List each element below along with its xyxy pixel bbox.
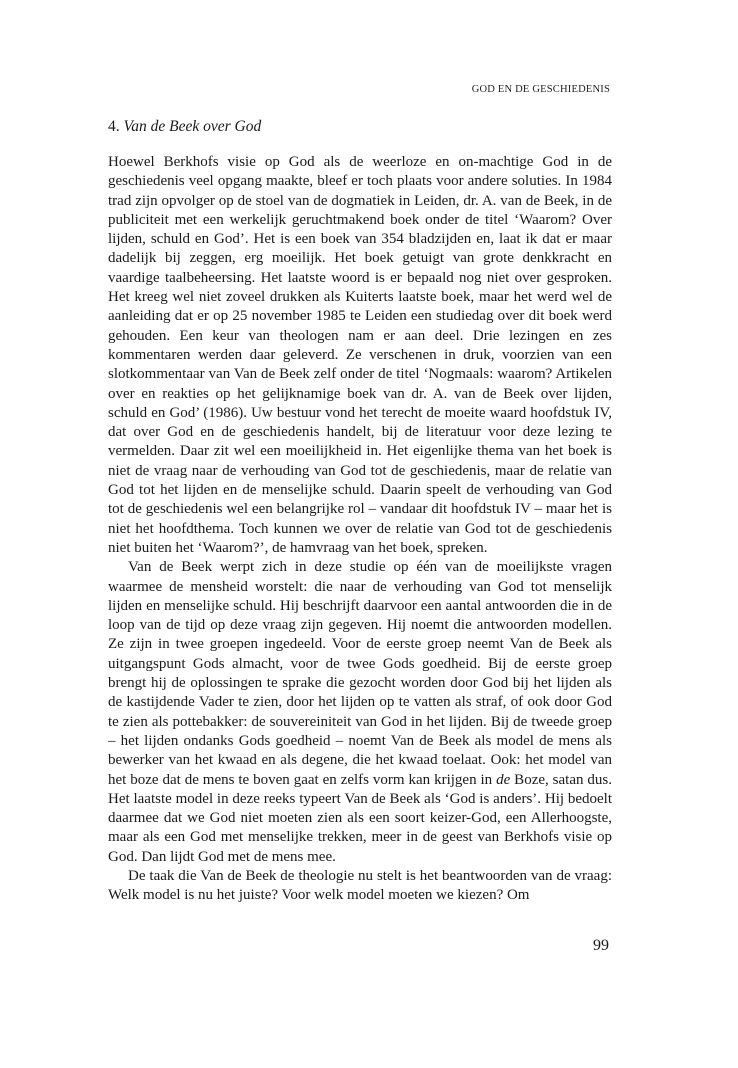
page-number: 99 xyxy=(593,937,609,954)
paragraph-1: Hoewel Berkhofs visie op God als de weerloze en on-machtige God in de geschiedenis veel opgang maakte, bleef er toch plaats voor andere soluties. In 1984 trad zijn opvolger op de stoel van de dogmatiek in Leiden, dr. A. van de Beek, in de publiciteit met een werkelijk geruchtmakend boek onder de titel ‘Waarom? Over lijden, schuld en God’. Het is een boek van 354 bladzijden en, laat ik dat er maar dadelijk bij zeggen, erg moeilijk. Het boek getuigt van grote denkkracht en vaardige taalbeheersing. Het laatste woord is er bepaald nog niet over gesproken. Het kreeg wel niet zoveel drukken als Kuiterts laatste boek, maar het werd wel de aanleiding dat er op 25 november 1985 te Leiden een studiedag over dit boek werd gehouden. Een keur van theologen nam er aan deel. Drie lezingen en zes kommentaren werden daar geleverd. Ze verschenen in druk, voorzien van een slotkommentaar van Van de Beek zelf onder de titel ‘Nogmaals: waarom? Artikelen over en reakties op het gelijknamige boek van dr. A. van de Beek over lijden, schuld en God’ (1986). Uw bestuur vond het terecht de moeite waard hoofdstuk IV, dat over God en de geschiedenis handelt, bij de literatuur voor deze lezing te vermelden. Daar zit wel een moeilijkheid in. Het eigenlijke thema van het boek is niet de vraag naar de verhouding van God tot de geschiedenis, maar de relatie van God tot het lijden en de menselijke schuld. Daarin speelt de verhouding van God tot de geschiedenis wel een belangrijke rol – vandaar dit hoofdstuk IV – maar het is niet het hoofdthema. Toch kunnen we over de relatie van God tot de geschiedenis niet buiten het ‘Waarom?’, de hamvraag van het boek, spreken. xyxy=(108,154,612,556)
section-number: 4. xyxy=(108,118,120,135)
section-title: Van de Beek over God xyxy=(123,118,262,135)
section-heading xyxy=(108,118,261,136)
paragraph-2-part-1: Van de Beek werpt zich in deze studie op één van de moeilijkste vragen waarmee de mensheid worstelt: die naar de verhouding van God tot menselijk lijden en menselijke schuld. Hij beschrijft daarvoor een aantal antwoorden die in de loop van de tijd op deze vraag zijn gegeven. Hij noemt die antwoorden modellen. Ze zijn in twee groepen ingedeeld. Voor de eerste groep neemt Van de Beek als uitgangspunt Gods almacht, voor de twee Gods goedheid. Bij de eerste groep brengt hij de oplossingen te sprake die gezocht worden door God bij het lijden als de kastijdende Vader te zien, door het lijden op te vatten als straf, of ook door God te zien als pottebakker: de souvereiniteit van God in het lijden. Bij de tweede groep – het lijden ondanks Gods goedheid – noemt Van de Beek als model de mens als bewerker van het kwaad en als degene, die het kwaad toelaat. Ook: het model van het boze dat de mens te boven gaat en zelfs vorm kan krijgen in xyxy=(108,559,612,788)
running-head: GOD EN DE GESCHIEDENIS xyxy=(471,84,610,95)
paragraph-2-part-2: Boze, satan dus. Het laatste model in deze reeks typeert Van de Beek als ‘God is anders’. Hij bedoelt daarmee dat we God niet moeten zien als een soort keizer-God, een Allerhoogste, maar als een God met menselijke trekken, meer in de geest van Berkhofs visie op God. Dan lijdt God met de mens mee. xyxy=(108,771,613,865)
paragraph-3: De taak die Van de Beek de theologie nu stelt is het beantwoorden van de vraag: Welk model is nu het juiste? Voor welk model moeten we kiezen? Om xyxy=(108,867,612,904)
paragraph-2-emphasis: de xyxy=(496,771,511,788)
paragraph-2 xyxy=(108,558,612,867)
body-text xyxy=(108,153,612,906)
